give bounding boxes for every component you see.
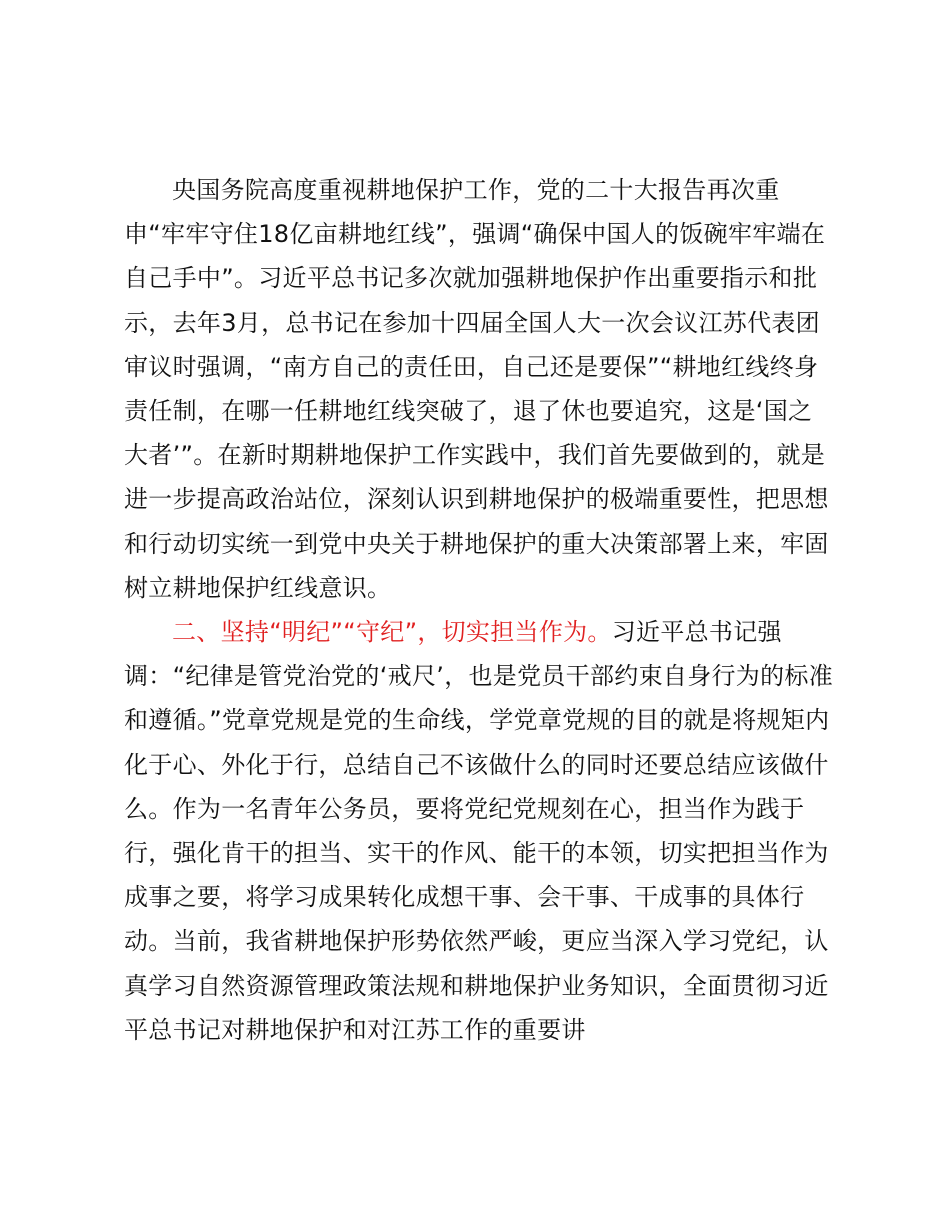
paragraph-text: 习近平总书记强调：“纪律是管党治党的‘戒尺’，也是党员干部约束自身行为的标准和遵循。”党章党规是党的生命线，学党章党规的目的就是将规矩内化于心、外化于行，总结自己不该做什么的同时还要总结应该做什么。作为一名青年公务员，要将党纪党规刻在心，担当作为践于行，强化肯干的担当、实干的作风、能干的本领，切实把担当作为成事之要，将学习成果转化成想干事、会干事、干成事的具体行动。当前，我省耕地保护形势依然严峻，更应当深入学习党纪，认真学习自然资源管理政策法规和耕地保护业务知识，全面贯彻习近平总书记对耕地保护和对江苏工作的重要讲 [124,618,833,1044]
paragraph-discipline [124,610,836,1052]
paragraph-farmland-protection [124,168,836,610]
document-body [124,168,836,1052]
paragraph-text: 央国务院高度重视耕地保护工作，党的二十大报告再次重申“牢牢守住18亿亩耕地红线”，强调“确保中国人的饭碗牢牢端在自己手中”。习近平总书记多次就加强耕地保护作出重要指示和批示，去年3月，总书记在参加十四届全国人大一次会议江苏代表团审议时强调，“南方自己的责任田，自己还是要保”“耕地红线终身责任制，在哪一任耕地红线突破了，退了休也要追究，这是‘国之大者’”。在新时期耕地保护工作实践中，我们首先要做到的，就是进一步提高政治站位，深刻认识到耕地保护的极端重要性，把思想和行动切实统一到党中央关于耕地保护的重大决策部署上来，牢固树立耕地保护红线意识。 [124,176,829,602]
section-heading: 二、坚持“明纪”“守纪”，切实担当作为。 [172,618,612,647]
